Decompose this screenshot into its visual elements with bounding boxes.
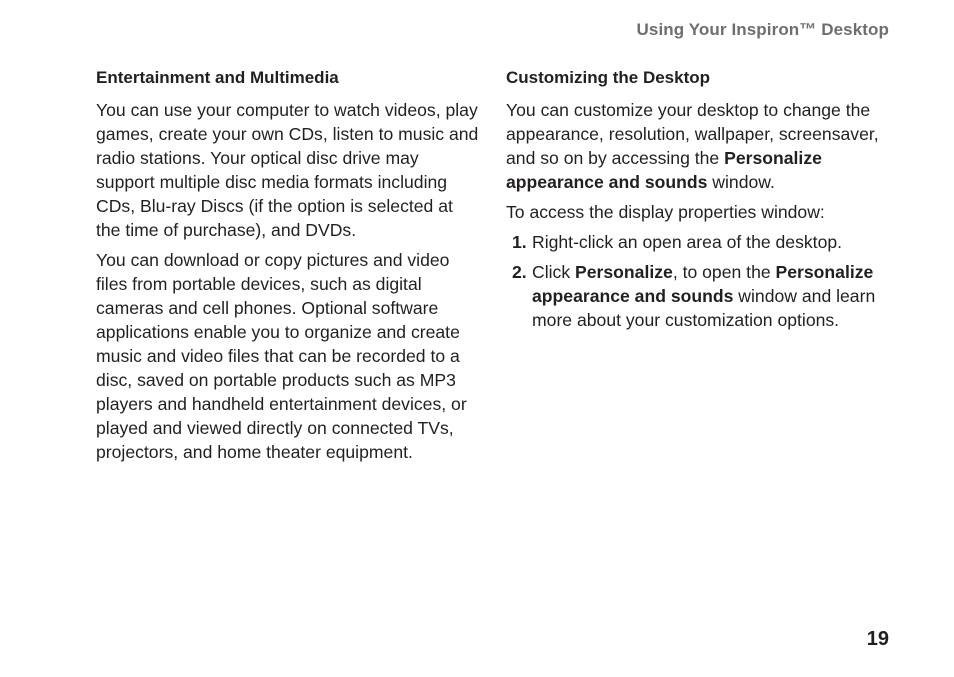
paragraph-download-pictures: You can download or copy pictures and video files from portable devices, such as digital cameras and cell phones. Optional software applications enable you to organize and create music and video files that can be recorded to a disc, saved on portable products such as MP3 players and handheld entertainment devices, or played and viewed directly on connected TVs, projectors, and home theater equipment.: [96, 250, 467, 462]
running-header: Using Your Inspiron™ Desktop: [636, 20, 889, 39]
step-number: 1.: [512, 232, 527, 252]
step-text-part: window and learn more about your customization options.: [532, 286, 876, 330]
paragraph-watch-videos: You can use your computer to watch videos, play games, create your own CDs, listen to music and radio stations. Your optical disc drive may support multiple disc media formats including CDs, Blu-ray Discs (if the option is selected at the time of purchase), and DVDs.: [96, 100, 479, 240]
intro-text-end: window.: [707, 172, 775, 192]
step-bold-personalize: Personalize: [575, 262, 673, 282]
intro-bold-window-name: Personalize appearance and sounds: [506, 148, 822, 192]
step-text-part: , to open the: [672, 262, 776, 282]
section-heading-entertainment: Entertainment and Multimedia: [96, 68, 339, 87]
left-column: [96, 66, 480, 470]
step-item: [506, 230, 892, 254]
step-bold-window-name: Personalize appearance and sounds: [532, 262, 874, 306]
step-text: [532, 262, 875, 330]
section-heading-customizing: Customizing the Desktop: [506, 68, 711, 87]
page-number: 19: [866, 628, 889, 650]
step-text: Right-click an open area of the desktop.: [532, 232, 843, 252]
step-text-part: Click: [532, 262, 576, 282]
right-column: [506, 66, 892, 338]
paragraph-customize-intro: [506, 98, 892, 194]
intro-text-start: You can customize your desktop to change the appearance, resolution, wallpaper, screensaver, and so on by accessing the: [506, 100, 879, 168]
step-number: 2.: [512, 262, 527, 282]
steps-list: [506, 230, 892, 332]
paragraph-access-display: To access the display properties window:: [506, 202, 825, 222]
step-item: [506, 260, 892, 332]
